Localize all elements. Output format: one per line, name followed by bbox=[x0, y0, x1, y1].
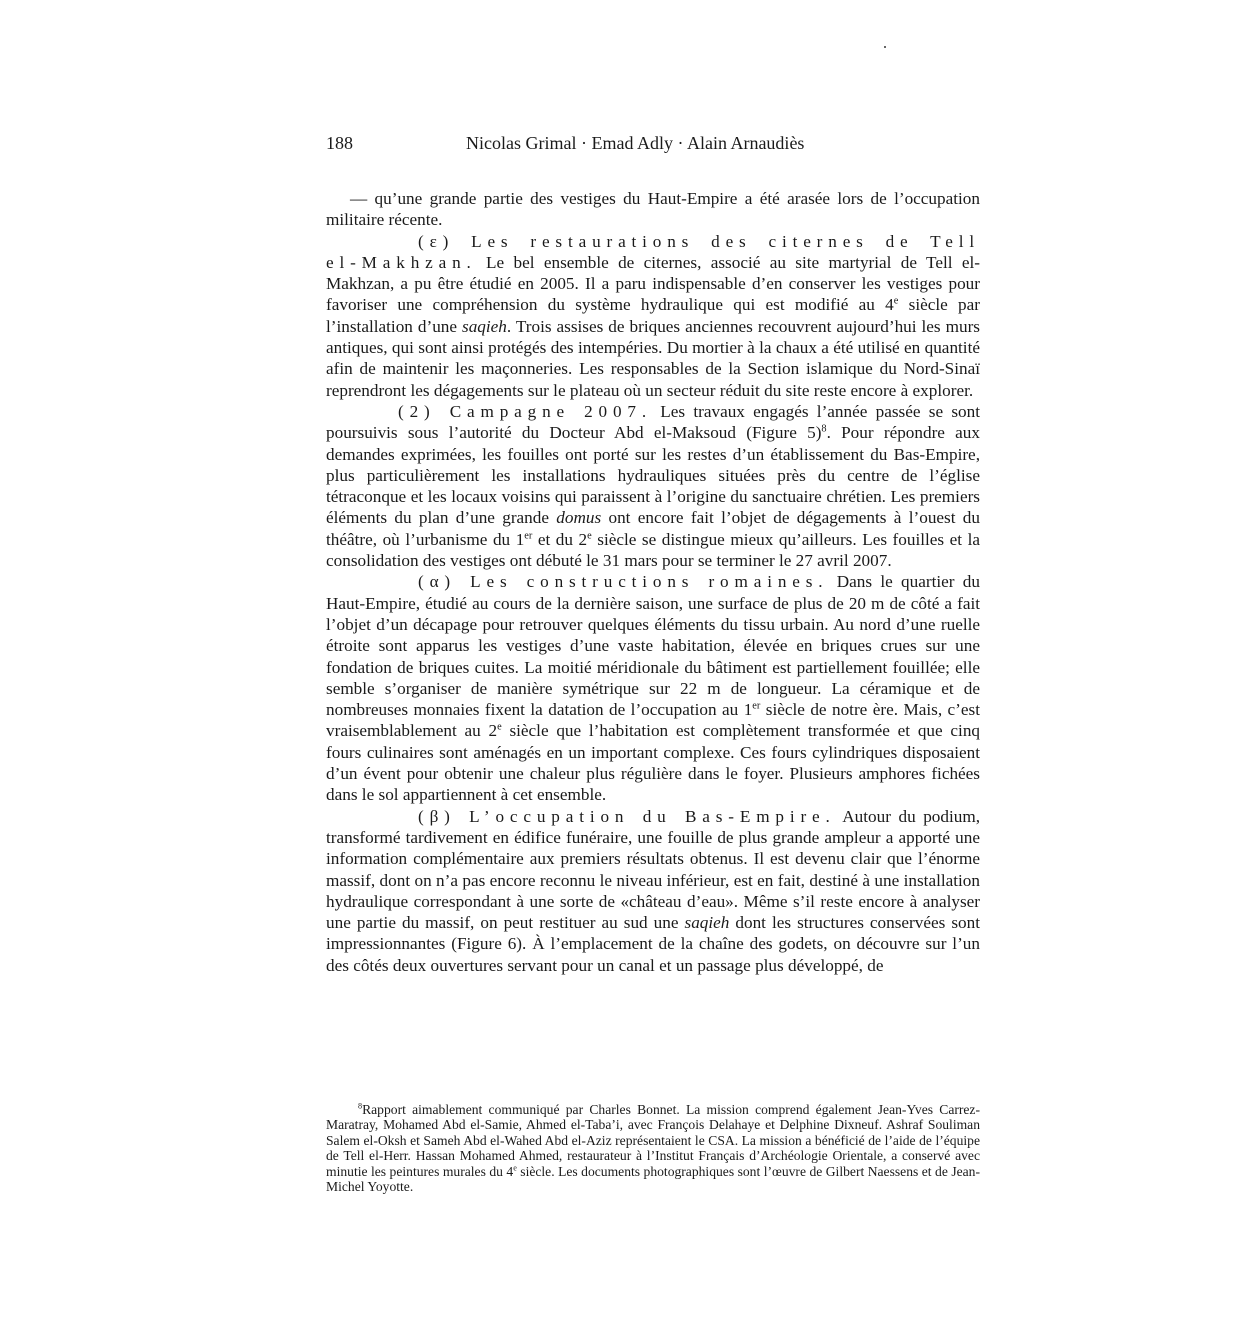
text-run: ont encore fait l’objet de dégagements à l’ouest du théâtre, où l’urbanisme du 1 bbox=[326, 508, 980, 549]
scan-speck bbox=[884, 46, 886, 48]
running-header bbox=[326, 133, 980, 163]
text-run: siècle se distingue mieux qu’ailleurs. Les fouilles et la consolidation des vestiges ont débuté le 31 mars pour se terminer le 27 avril 2007. bbox=[326, 529, 981, 571]
text-run: dont les structures conservées sont impressionnantes (Figure 6). À l’emplacement de la chaîne des godets, on découvre sur l’un des côtés deux ouvertures servant pour un canal et un passage plus développé, de bbox=[326, 913, 980, 975]
paragraph bbox=[326, 231, 980, 401]
italic-term: saqieh bbox=[462, 316, 507, 336]
page-number: 188 bbox=[326, 133, 353, 153]
text-run: siècle de notre ère. Mais, c’est vraisemblablement au 2 bbox=[326, 700, 981, 741]
footnote-8 bbox=[326, 1102, 980, 1194]
superscript: e bbox=[497, 721, 502, 733]
section-heading-beta: (β) L’occupation du Bas-Empire. bbox=[418, 806, 836, 826]
text-run: siècle que l’habitation est complètement transformée et que cinq fours culinaires sont aménagés en un important complexe. Ces fours cylindriques disposaient d’un évent pour obtenir une chaleur plus régulière dans le foyer. Plusieurs amphores fichées dans le sol appartiennent à cet ensemble. bbox=[326, 721, 981, 805]
text-run: . Trois assises de briques anciennes recouvrent aujourd’hui les murs antiques, qui sont ainsi protégés des intempéries. Du mortier à la chaux a été utilisé en quantité afin de maintenir les maçonneries. Les responsables de la Section islamique du Nord-Sinaï reprendront les dégagements sur le plateau où un secteur réduit du site reste encore à explorer. bbox=[326, 316, 980, 400]
superscript: e bbox=[513, 1163, 517, 1173]
italic-term: saqieh bbox=[684, 913, 730, 933]
superscript: er bbox=[752, 700, 761, 712]
italic-term: domus bbox=[556, 508, 602, 528]
section-heading-campagne: (2) Campagne 2007. bbox=[398, 401, 653, 421]
text-run: — qu’une grande partie des vestiges du Haut-Empire a été arasée lors de l’occupation militaire récente. bbox=[326, 189, 980, 230]
paragraph bbox=[326, 401, 980, 571]
footnotes bbox=[326, 1102, 980, 1194]
superscript: er bbox=[524, 530, 533, 542]
superscript: e bbox=[587, 530, 592, 542]
text-run: siècle. Les documents photographiques sont l’œuvre de Gilbert Naessens et de Jean-Michel Yoyotte. bbox=[326, 1163, 980, 1195]
section-heading-epsilon: (ε) Les restaurations des citernes de Tell el-Makhzan. bbox=[326, 231, 980, 272]
section-heading-alpha: (α) Les constructions romaines. bbox=[418, 572, 829, 592]
footnote-marker: 8 bbox=[358, 1101, 363, 1111]
running-title-authors: Nicolas Grimal · Emad Adly · Alain Arnaudiès bbox=[466, 133, 805, 153]
superscript: e bbox=[893, 295, 899, 307]
footnote-ref[interactable]: 8 bbox=[821, 423, 827, 435]
paragraph bbox=[326, 806, 980, 976]
text-run: Dans le quartier du Haut-Empire, étudié au cours de la dernière saison, une surface de plus de 20 m de côté a fait l’objet d’un décapage pour retrouver quelques éléments du tissu urbain. Au nord d’une ruelle étroite sont apparus les vestiges d’une vaste habitation, élevée en briques crues sur une fondation de briques cuites. La moitié méridionale du bâtiment est partiellement fouillée; elle semble s’organiser de manière symétrique sur 22 m de longueur. La céramique et de nombreuses monnaies fixent la datation de l’occupation au 1 bbox=[326, 572, 980, 720]
paragraph bbox=[326, 571, 980, 805]
text-run: Les travaux engagés l’année passée se sont poursuivis sous l’autorité du Docteur Abd el-Maksoud (Figure 5) bbox=[326, 401, 980, 443]
main-text bbox=[326, 188, 980, 976]
text-run: Autour du podium, transformé tardivement en édifice funéraire, une fouille de plus grande ampleur a apporté une information complémentaire aux premiers résultats obtenus. Il est devenu clair que l’énorme massif, dont on n’a pas encore reconnu le niveau inférieur, est en fait, destiné à une installation hydraulique correspondant à une sorte de «château d’eau». Même s’il reste encore à analyser une partie du massif, on peut restituer au sud une bbox=[326, 806, 981, 933]
text-run: . Pour répondre aux demandes exprimées, les fouilles ont porté sur les restes d’un établissement du Bas-Empire, plus particulièrement les installations hydrauliques situées près du centre de l’église tétraconque et les locaux voisins qui paraissent à l’origine du sanctuaire chrétien. Les premiers éléments du plan d’une grande bbox=[326, 423, 980, 528]
text-run: siècle par l’installation d’une bbox=[326, 295, 980, 336]
text-run: Le bel ensemble de citernes, associé au site martyrial de Tell el-Makhzan, a pu être étudié en 2005. Il a paru indispensable d’en conserver les vestiges pour favoriser une compréhension du système hydraulique qui est modifié au 4 bbox=[326, 252, 980, 315]
paragraph bbox=[326, 188, 980, 231]
text-run: et du 2 bbox=[532, 529, 588, 549]
text-run: Rapport aimablement communiqué par Charles Bonnet. La mission comprend également Jean-Yves Carrez-Maratray, Mohamed Abd el-Samie, Ahmed el-Taba’i, avec François Delahaye et Delphine Dixneuf. Ashraf Souliman Salem el-Oksh et Sameh Abd el-Wahed Abd el-Aziz représentaient le CSA. La mission a bénéficié de l’aide de l’équipe de Tell el-Herr. Hassan Mohamed Ahmed, restaurateur à l’Institut Français d’Archéologie Orientale, a conservé avec minutie les peintures murales du 4 bbox=[326, 1102, 980, 1179]
